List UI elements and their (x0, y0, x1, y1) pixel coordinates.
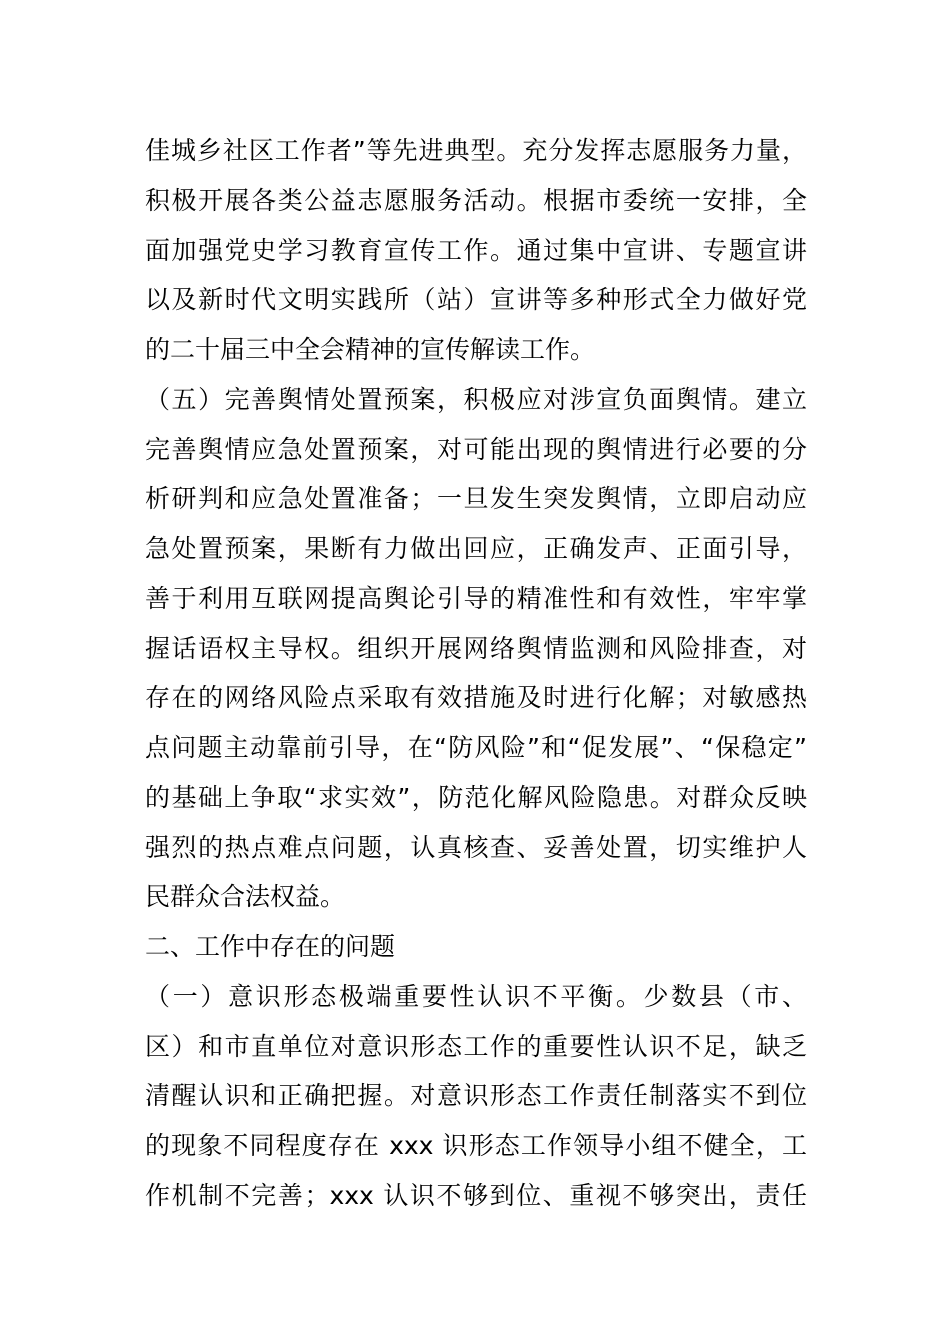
text-line: 清醒认识和正确把握。对意识形态工作责任制落实不到位 (145, 1081, 807, 1111)
text-line: （五）完善舆情处置预案，积极应对涉宣负面舆情。建立 (145, 384, 807, 414)
text-line: 点问题主动靠前引导，在“防风险”和“促发展”、“保稳定” (145, 733, 807, 762)
text-line: 以及新时代文明实践所（站）宣讲等多种形式全力做好党 (145, 285, 807, 315)
text-line: 区）和市直单位对意识形态工作的重要性认识不足，缺乏 (145, 1031, 807, 1061)
text-line: 积极开展各类公益志愿服务活动。根据市委统一安排，全 (145, 185, 807, 215)
text-line: 强烈的热点难点问题，认真核查、妥善处置，切实维护人 (145, 832, 807, 862)
text-line: 握话语权主导权。组织开展网络舆情监测和风险排查，对 (145, 633, 807, 663)
text-line: 的二十届三中全会精神的宣传解读工作。 (145, 335, 596, 364)
text-line: 的基础上争取“求实效”，防范化解风险隐患。对群众反映 (145, 782, 807, 812)
text-line: 的现象不同程度存在 xxx 识形态工作领导小组不健全，工 (145, 1131, 807, 1160)
text-line: 民群众合法权益。 (145, 882, 346, 912)
text-line: 善于利用互联网提高舆论引导的精准性和有效性，牢牢掌 (145, 583, 807, 613)
text-line: 存在的网络风险点采取有效措施及时进行化解；对敏感热 (145, 683, 807, 713)
text-line: 佳城乡社区工作者”等先进典型。充分发挥志愿服务力量， (145, 136, 807, 165)
document-page (145, 126, 807, 1221)
text-line: 二、工作中存在的问题 (145, 932, 396, 961)
text-line: 急处置预案，果断有力做出回应，正确发声、正面引导， (145, 534, 807, 563)
text-line: 作机制不完善；xxx 认识不够到位、重视不够突出，责任 (145, 1180, 807, 1210)
text-line: 完善舆情应急处置预案，对可能出现的舆情进行必要的分 (145, 434, 807, 464)
text-line: 析研判和应急处置准备；一旦发生突发舆情，立即启动应 (145, 484, 807, 514)
text-line: 面加强党史学习教育宣传工作。通过集中宣讲、专题宣讲 (145, 235, 807, 265)
text-line: （一）意识形态极端重要性认识不平衡。少数县（市、 (145, 981, 807, 1011)
